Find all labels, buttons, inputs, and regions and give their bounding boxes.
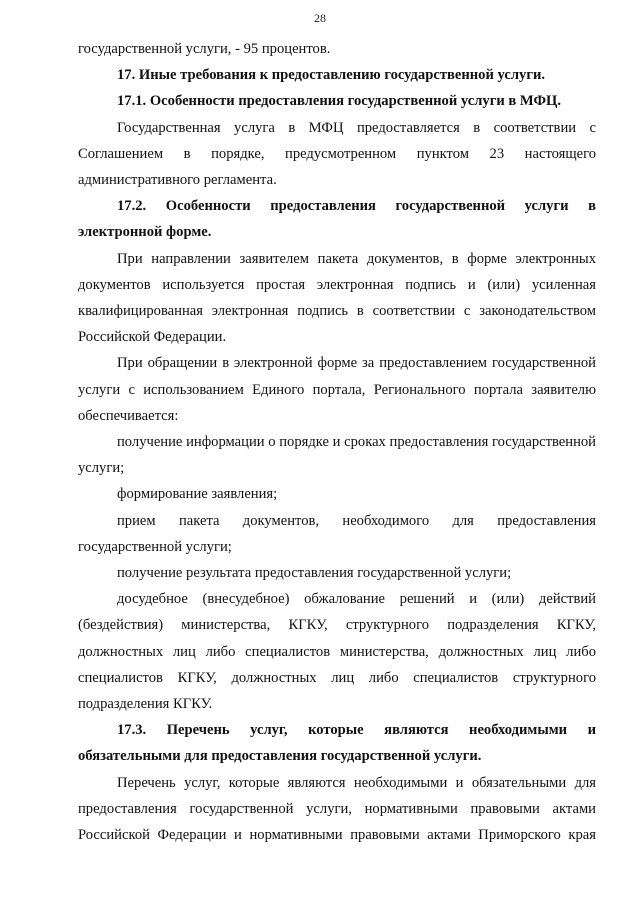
list-item-documents: прием пакета документов, необходимого для предоставления государственной услуги; — [78, 512, 596, 555]
paragraph-continuation: государственной услуги, - 95 процентов. — [78, 41, 331, 57]
section-heading-17-3: 17.3. Перечень услуг, которые являются необходимыми и обязательными для предоставления государственной услуги. — [78, 722, 596, 765]
paragraph-services-list: Перечень услуг, которые являются необходимыми и обязательными для предоставления государственной услуги, нормативными правовыми актами Российской Федерации и нормативными правовыми актами Приморского края — [78, 774, 596, 844]
paragraph-mfc-service: Государственная услуга в МФЦ предоставляется в соответствии с Соглашением в порядке, предусмотренном пунктом 23 настоящего административного регламента. — [78, 119, 596, 189]
list-item-result: получение результата предоставления государственной услуги; — [117, 565, 512, 582]
section-heading-17-1: 17.1. Особенности предоставления государственной услуги в МФЦ. — [117, 93, 562, 110]
list-item-appeal: досудебное (внесудебное) обжалование решений и (или) действий (бездействия) министерства, КГКУ, структурного подразделения КГКУ, должностных лиц либо специалистов министерства, должностных лиц либо специалистов КГКУ, должностных лиц либо специалистов структурного подразделения КГКУ. — [78, 591, 596, 713]
section-heading-17: 17. Иные требования к предоставлению государственной услуги. — [117, 67, 546, 84]
section-heading-17-2: 17.2. Особенности предоставления государственной услуги в электронной форме. — [78, 198, 596, 241]
list-item-info: получение информации о порядке и сроках предоставления государственной услуги; — [78, 434, 596, 477]
paragraph-electronic-provision: При обращении в электронной форме за предоставлением государственной услуги с использованием Единого портала, Регионального портала заявителю обеспечивается: — [78, 355, 596, 424]
paragraph-electronic-signature: При направлении заявителем пакета документов, в форме электронных документов используется простая электронная подпись и (или) усиленная квалифицированная электронная подпись в соответствии с законодательством Российской Федерации. — [78, 250, 596, 346]
document-body — [78, 36, 596, 848]
page-number: 28 — [314, 11, 326, 25]
list-item-application: формирование заявления; — [117, 486, 278, 503]
